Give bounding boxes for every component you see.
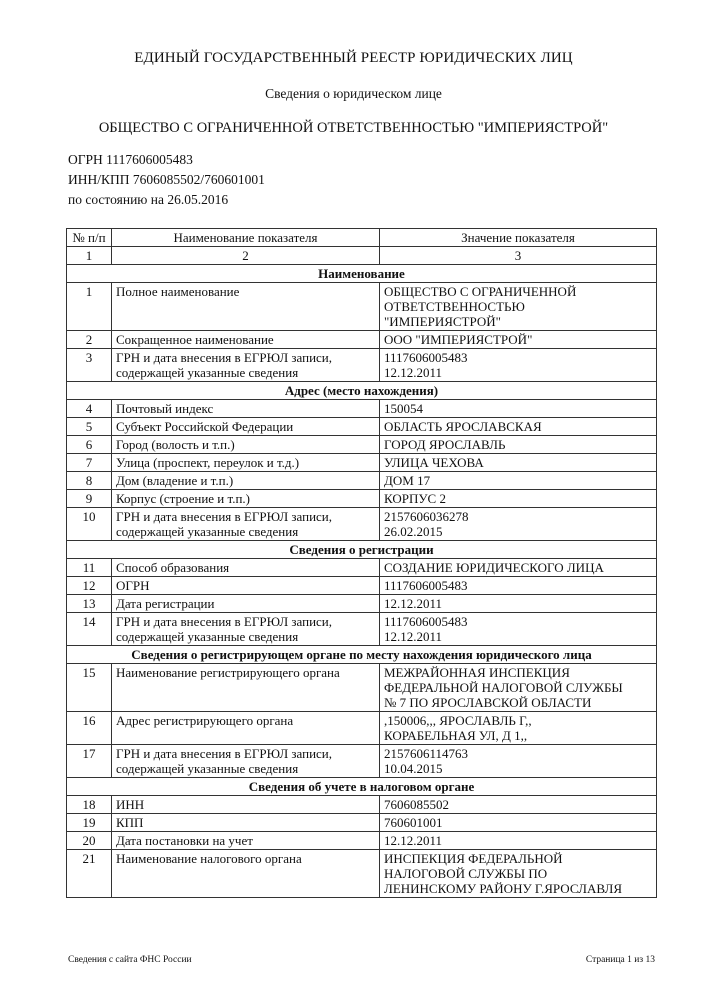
table-row [67, 472, 657, 490]
table-row [67, 283, 657, 331]
table-row [67, 712, 657, 745]
table-row [67, 400, 657, 418]
row-number: 1 [67, 283, 112, 331]
row-number: 2 [67, 331, 112, 349]
table-column-numbers-row [67, 247, 657, 265]
table-row [67, 613, 657, 646]
row-indicator-name: КПП [112, 814, 380, 832]
row-number: 5 [67, 418, 112, 436]
table-row [67, 454, 657, 472]
row-number: 8 [67, 472, 112, 490]
footer-page-number: Страница 1 из 13 [585, 955, 655, 965]
row-indicator-name: Наименование налогового органа [112, 850, 380, 898]
row-indicator-name: ГРН и дата внесения в ЕГРЮЛ записи, содержащей указанные сведения [112, 745, 380, 778]
row-indicator-name: Почтовый индекс [112, 400, 380, 418]
table-row [67, 508, 657, 541]
row-indicator-value: 12.12.2011 [380, 832, 657, 850]
table-row [67, 577, 657, 595]
column-header-name: Наименование показателя [112, 229, 380, 247]
column-number-3: 3 [380, 247, 657, 265]
ogrn-line: ОГРН 1117606005483 [68, 152, 193, 167]
row-indicator-name: Полное наименование [112, 283, 380, 331]
row-number: 3 [67, 349, 112, 382]
row-indicator-name: ИНН [112, 796, 380, 814]
inn-kpp-line: ИНН/КПП 7606085502/760601001 [68, 172, 265, 187]
table-row [67, 745, 657, 778]
table-row [67, 595, 657, 613]
column-number-1: 1 [67, 247, 112, 265]
row-number: 7 [67, 454, 112, 472]
table-row [67, 832, 657, 850]
column-header-number: № п/п [67, 229, 112, 247]
section-header-row [67, 541, 657, 559]
row-indicator-name: ГРН и дата внесения в ЕГРЮЛ записи, содержащей указанные сведения [112, 349, 380, 382]
row-indicator-value: МЕЖРАЙОННАЯ ИНСПЕКЦИЯ ФЕДЕРАЛЬНОЙ НАЛОГОВОЙ СЛУЖБЫ № 7 ПО ЯРОСЛАВСКОЙ ОБЛАСТИ [380, 664, 657, 712]
row-indicator-value: 2157606114763 10.04.2015 [380, 745, 657, 778]
section-title: Сведения об учете в налоговом органе [67, 778, 657, 796]
organization-name: ОБЩЕСТВО С ОГРАНИЧЕННОЙ ОТВЕТСТВЕННОСТЬЮ "ИМПЕРИЯСТРОЙ" [98, 120, 609, 136]
row-number: 10 [67, 508, 112, 541]
row-number: 6 [67, 436, 112, 454]
section-title: Сведения о регистрации [67, 541, 657, 559]
row-indicator-value: ИНСПЕКЦИЯ ФЕДЕРАЛЬНОЙ НАЛОГОВОЙ СЛУЖБЫ ПО ЛЕНИНСКОМУ РАЙОНУ Г.ЯРОСЛАВЛЯ [380, 850, 657, 898]
table-row [67, 559, 657, 577]
row-indicator-name: Наименование регистрирующего органа [112, 664, 380, 712]
row-number: 21 [67, 850, 112, 898]
section-header-row [67, 646, 657, 664]
row-indicator-name: Дата постановки на учет [112, 832, 380, 850]
row-indicator-name: Улица (проспект, переулок и т.д.) [112, 454, 380, 472]
row-indicator-value: УЛИЦА ЧЕХОВА [380, 454, 657, 472]
row-indicator-value: 1117606005483 12.12.2011 [380, 349, 657, 382]
row-indicator-value: ДОМ 17 [380, 472, 657, 490]
table-row [67, 331, 657, 349]
row-number: 13 [67, 595, 112, 613]
row-indicator-name: Способ образования [112, 559, 380, 577]
section-header-row [67, 265, 657, 283]
date-line: по состоянию на 26.05.2016 [68, 192, 229, 207]
row-indicator-value: ,150006,,, ЯРОСЛАВЛЬ Г,, КОРАБЕЛЬНАЯ УЛ, Д 1,, [380, 712, 657, 745]
egrul-table [66, 228, 657, 898]
row-number: 17 [67, 745, 112, 778]
row-indicator-value: КОРПУС 2 [380, 490, 657, 508]
row-indicator-value: ОБЛАСТЬ ЯРОСЛАВСКАЯ [380, 418, 657, 436]
section-title: Адрес (место нахождения) [67, 382, 657, 400]
row-indicator-value: 2157606036278 26.02.2015 [380, 508, 657, 541]
row-indicator-value: ООО "ИМПЕРИЯСТРОЙ" [380, 331, 657, 349]
section-header-row [67, 778, 657, 796]
document-title: ЕДИНЫЙ ГОСУДАРСТВЕННЫЙ РЕЕСТР ЮРИДИЧЕСКИХ ЛИЦ [134, 50, 573, 66]
table-row [67, 664, 657, 712]
row-indicator-value: 1117606005483 12.12.2011 [380, 613, 657, 646]
row-number: 12 [67, 577, 112, 595]
row-indicator-value: 760601001 [380, 814, 657, 832]
row-number: 4 [67, 400, 112, 418]
row-number: 14 [67, 613, 112, 646]
table-row [67, 490, 657, 508]
row-indicator-name: Дом (владение и т.п.) [112, 472, 380, 490]
row-indicator-name: ГРН и дата внесения в ЕГРЮЛ записи, содержащей указанные сведения [112, 613, 380, 646]
footer-source: Сведения с сайта ФНС России [68, 955, 192, 965]
row-indicator-name: ГРН и дата внесения в ЕГРЮЛ записи, содержащей указанные сведения [112, 508, 380, 541]
row-indicator-name: Город (волость и т.п.) [112, 436, 380, 454]
row-indicator-name: ОГРН [112, 577, 380, 595]
table-row [67, 814, 657, 832]
row-indicator-value: ГОРОД ЯРОСЛАВЛЬ [380, 436, 657, 454]
section-title: Сведения о регистрирующем органе по месту нахождения юридического лица [67, 646, 657, 664]
row-indicator-value: 7606085502 [380, 796, 657, 814]
column-number-2: 2 [112, 247, 380, 265]
row-indicator-value: 150054 [380, 400, 657, 418]
row-indicator-name: Адрес регистрирующего органа [112, 712, 380, 745]
row-indicator-value: ОБЩЕСТВО С ОГРАНИЧЕННОЙ ОТВЕТСТВЕННОСТЬЮ "ИМПЕРИЯСТРОЙ" [380, 283, 657, 331]
row-indicator-value: 1117606005483 [380, 577, 657, 595]
row-number: 11 [67, 559, 112, 577]
row-indicator-name: Субъект Российской Федерации [112, 418, 380, 436]
table-row [67, 850, 657, 898]
row-number: 20 [67, 832, 112, 850]
row-number: 18 [67, 796, 112, 814]
row-number: 15 [67, 664, 112, 712]
row-indicator-name: Корпус (строение и т.п.) [112, 490, 380, 508]
section-title: Наименование [67, 265, 657, 283]
row-number: 16 [67, 712, 112, 745]
table-row [67, 349, 657, 382]
table-header-row [67, 229, 657, 247]
row-indicator-value: 12.12.2011 [380, 595, 657, 613]
row-indicator-name: Сокращенное наименование [112, 331, 380, 349]
row-number: 19 [67, 814, 112, 832]
table-row [67, 796, 657, 814]
row-number: 9 [67, 490, 112, 508]
column-header-value: Значение показателя [380, 229, 657, 247]
row-indicator-value: СОЗДАНИЕ ЮРИДИЧЕСКОГО ЛИЦА [380, 559, 657, 577]
section-header-row [67, 382, 657, 400]
row-indicator-name: Дата регистрации [112, 595, 380, 613]
document-subtitle: Сведения о юридическом лице [265, 86, 442, 101]
table-row [67, 418, 657, 436]
table-row [67, 436, 657, 454]
